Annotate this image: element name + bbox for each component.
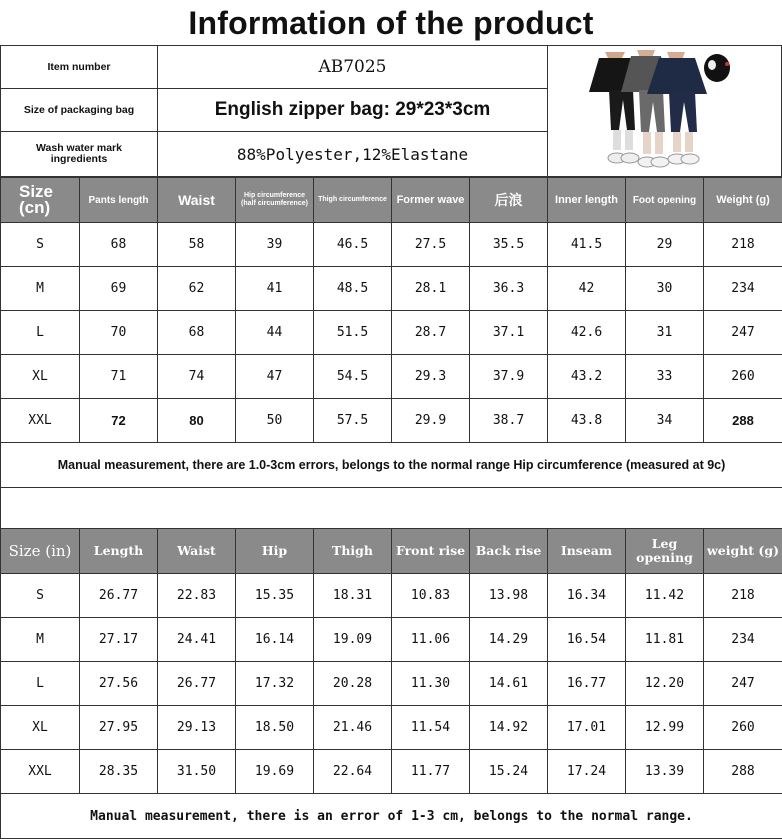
col-header-former-wave: Former wave [392,178,470,223]
col-header-weight: Weight (g) [704,178,782,223]
table-cell: 30 [626,267,704,311]
table-cell: 11.42 [626,574,704,618]
packaging-value: English zipper bag: 29*23*3cm [158,89,547,131]
table-cell: 43.2 [548,355,626,399]
table-header-row [1,178,782,223]
table-cell: 14.92 [470,706,548,750]
table-cell: 22.64 [314,750,392,794]
item-number-row [0,45,548,89]
col-header-size: Size (in) [1,529,80,574]
col-header-inseam: Inseam [548,529,626,574]
product-photo [547,45,782,177]
table-cell: 15.35 [236,574,314,618]
table-cell: 42.6 [548,311,626,355]
col-header-hip: Hip [236,529,314,574]
table-row [1,618,782,662]
measurement-note: Manual measurement, there are 1.0-3cm errors, belongs to the normal range Hip circumference (measured at 9c) [1,443,782,488]
table-cell: 31 [626,311,704,355]
table-cell: 26.77 [80,574,158,618]
size-cell: XL [1,706,80,750]
table-cell: 14.29 [470,618,548,662]
ingredients-value: 88%Polyester,12%Elastane [158,132,547,176]
size-cell: M [1,618,80,662]
table-cell: 234 [704,618,782,662]
table-cell: 38.7 [470,399,548,443]
table-cell: 247 [704,662,782,706]
table-cell: 37.9 [470,355,548,399]
table-cell: 58 [158,223,236,267]
table-cell: 11.54 [392,706,470,750]
table-cell: 21.46 [314,706,392,750]
table-cell: 19.69 [236,750,314,794]
item-number-value: AB7025 [158,46,547,88]
col-header-hip: Hip circumference (half circumference) [236,178,314,223]
packaging-row [0,88,548,132]
spacer-row [1,488,782,531]
size-table-cm [0,177,782,531]
size-cell: M [1,267,80,311]
table-cell: 41 [236,267,314,311]
table-row [1,706,782,750]
table-cell: 18.31 [314,574,392,618]
table-cell: 26.77 [158,662,236,706]
table-cell: 48.5 [314,267,392,311]
table-cell: 11.06 [392,618,470,662]
size-cell: XL [1,355,80,399]
table-cell: 10.83 [392,574,470,618]
table-cell: 42 [548,267,626,311]
size-cell: S [1,574,80,618]
table-cell: 13.39 [626,750,704,794]
table-cell: 74 [158,355,236,399]
table-cell: 12.99 [626,706,704,750]
table-cell: 72 [80,399,158,443]
size-cell: S [1,223,80,267]
packaging-label: Size of packaging bag [1,89,158,131]
table-cell: 68 [80,223,158,267]
table-cell: 43.8 [548,399,626,443]
table-cell: 260 [704,706,782,750]
measurement-note: Manual measurement, there is an error of 1-3 cm, belongs to the normal range. [1,794,782,839]
table-cell: 14.61 [470,662,548,706]
measurement-note-row [1,794,782,839]
table-row [1,574,782,618]
table-cell: 46.5 [314,223,392,267]
table-cell: 17.01 [548,706,626,750]
table-cell: 218 [704,223,782,267]
table-row [1,267,782,311]
table-cell: 19.09 [314,618,392,662]
table-cell: 70 [80,311,158,355]
table-cell: 17.24 [548,750,626,794]
product-models-illustration [547,46,780,176]
col-header-waist: Waist [158,178,236,223]
table-cell: 11.30 [392,662,470,706]
ingredients-row [0,131,548,177]
table-cell: 33 [626,355,704,399]
table-cell: 29.3 [392,355,470,399]
table-cell: 27.95 [80,706,158,750]
table-cell: 16.34 [548,574,626,618]
table-row [1,355,782,399]
size-cell: XXL [1,399,80,443]
table-cell: 71 [80,355,158,399]
table-cell: 11.81 [626,618,704,662]
table-cell: 34 [626,399,704,443]
table-row [1,750,782,794]
table-cell: 288 [704,399,782,443]
table-cell: 288 [704,750,782,794]
table-cell: 15.24 [470,750,548,794]
col-header-thigh: Thigh [314,529,392,574]
table-cell: 260 [704,355,782,399]
table-cell: 57.5 [314,399,392,443]
col-header-pants-length: Pants length [80,178,158,223]
table-header-row [1,529,782,574]
table-cell: 29.9 [392,399,470,443]
size-cell: L [1,662,80,706]
col-header-size: Size (cn) [1,178,80,223]
table-cell: 39 [236,223,314,267]
size-cell: XXL [1,750,80,794]
table-cell: 234 [704,267,782,311]
table-cell: 28.35 [80,750,158,794]
table-cell: 218 [704,574,782,618]
table-cell: 16.54 [548,618,626,662]
table-cell: 24.41 [158,618,236,662]
table-cell: 28.1 [392,267,470,311]
table-cell: 47 [236,355,314,399]
page-title: Information of the product [0,0,782,46]
table-row [1,311,782,355]
col-header-foot-opening: Foot opening [626,178,704,223]
table-cell: 37.1 [470,311,548,355]
table-cell: 44 [236,311,314,355]
table-row [1,399,782,443]
table-cell: 16.14 [236,618,314,662]
table-cell: 68 [158,311,236,355]
table-cell: 27.17 [80,618,158,662]
col-header-front-rise: Front rise [392,529,470,574]
table-cell: 11.77 [392,750,470,794]
table-cell: 51.5 [314,311,392,355]
table-cell: 22.83 [158,574,236,618]
table-cell: 18.50 [236,706,314,750]
table-cell: 17.32 [236,662,314,706]
size-cell: L [1,311,80,355]
table-cell: 247 [704,311,782,355]
col-header-weight: weight (g) [704,529,782,574]
table-cell: 20.28 [314,662,392,706]
table-cell: 29 [626,223,704,267]
table-cell: 31.50 [158,750,236,794]
table-row [1,662,782,706]
col-header-thigh: Thigh circumference [314,178,392,223]
table-cell: 27.56 [80,662,158,706]
table-cell: 50 [236,399,314,443]
table-cell: 29.13 [158,706,236,750]
measurement-note-row [1,443,782,488]
col-header-leg-opening: Leg opening [626,529,704,574]
table-cell: 62 [158,267,236,311]
table-cell: 16.77 [548,662,626,706]
table-cell: 12.20 [626,662,704,706]
table-cell: 41.5 [548,223,626,267]
col-header-waist: Waist [158,529,236,574]
item-number-label: Item number [1,46,158,88]
table-row [1,223,782,267]
size-table-in [0,528,782,839]
table-cell: 27.5 [392,223,470,267]
table-cell: 13.98 [470,574,548,618]
col-header-inner-length: Inner length [548,178,626,223]
ingredients-label: Wash water mark ingredients [1,132,158,176]
table-cell: 36.3 [470,267,548,311]
table-cell: 28.7 [392,311,470,355]
table-cell: 35.5 [470,223,548,267]
spacer-cell [1,488,782,531]
col-header-back-wave: 后浪 [470,178,548,223]
table-cell: 54.5 [314,355,392,399]
col-header-length: Length [80,529,158,574]
col-header-back-rise: Back rise [470,529,548,574]
table-cell: 69 [80,267,158,311]
table-cell: 80 [158,399,236,443]
